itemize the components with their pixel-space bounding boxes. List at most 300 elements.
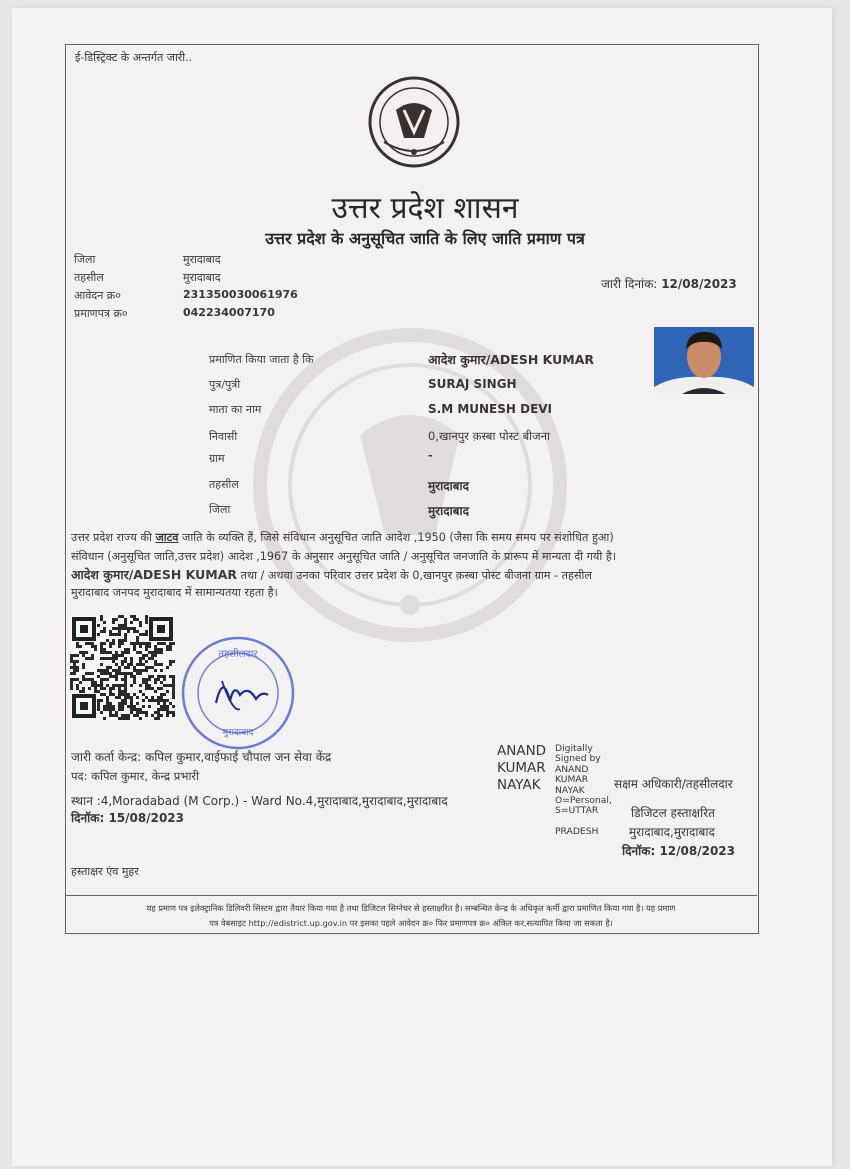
- qr-module: [154, 678, 157, 681]
- qr-module: [118, 684, 121, 687]
- qr-module: [166, 714, 169, 717]
- qr-module: [100, 669, 103, 672]
- qr-module: [142, 699, 145, 702]
- caste-paragraph-line: मुरादाबाद जनपद मुरादाबाद में सामान्यतया रहता है।: [71, 586, 278, 599]
- qr-module: [112, 642, 115, 645]
- qr-module: [163, 708, 166, 711]
- qr-module: [157, 708, 160, 711]
- qr-module: [172, 678, 175, 681]
- qr-module: [142, 678, 145, 681]
- qr-module: [163, 642, 166, 645]
- qr-module: [106, 651, 109, 654]
- qr-module: [70, 681, 73, 684]
- qr-module: [115, 657, 118, 660]
- qr-module: [97, 675, 100, 678]
- qr-module: [106, 696, 109, 699]
- qr-module: [145, 633, 148, 636]
- qr-module: [157, 702, 160, 705]
- qr-module: [115, 684, 118, 687]
- qr-module: [124, 636, 127, 639]
- qr-module: [142, 663, 145, 666]
- qr-module: [169, 675, 172, 678]
- issue-date-value: 12/08/2023: [661, 277, 737, 291]
- qr-module: [151, 699, 154, 702]
- qr-module: [100, 672, 103, 675]
- qr-module: [139, 651, 142, 654]
- qr-module: [118, 669, 121, 672]
- up-government-emblem-icon: [364, 76, 464, 168]
- qr-module: [121, 642, 124, 645]
- qr-module: [127, 663, 130, 666]
- qr-module: [148, 678, 151, 681]
- qr-module: [100, 642, 103, 645]
- qr-module: [109, 651, 112, 654]
- qr-module: [142, 654, 145, 657]
- qr-module: [154, 690, 157, 693]
- qr-module: [136, 669, 139, 672]
- qr-module: [127, 693, 130, 696]
- issue-date: [601, 275, 737, 292]
- qr-module: [127, 696, 130, 699]
- qr-module: [97, 684, 100, 687]
- signature-seal-label: हस्ताक्षर एंव मुहर: [71, 865, 139, 878]
- qr-module: [154, 699, 157, 702]
- qr-module: [139, 669, 142, 672]
- qr-module: [154, 651, 157, 654]
- qr-module: [160, 708, 163, 711]
- qr-module: [70, 666, 73, 669]
- qr-module: [130, 702, 133, 705]
- qr-module: [112, 639, 115, 642]
- qr-module: [79, 645, 82, 648]
- qr-module: [106, 708, 109, 711]
- qr-module: [118, 642, 121, 645]
- qr-module: [124, 675, 127, 678]
- qr-module: [145, 618, 148, 621]
- authority-location: मुरादाबाद,मुरादाबाद: [629, 825, 715, 839]
- qr-module: [106, 672, 109, 675]
- qr-module: [127, 648, 130, 651]
- qr-module: [100, 663, 103, 666]
- qr-module: [91, 654, 94, 657]
- qr-module: [160, 714, 163, 717]
- qr-module: [109, 708, 112, 711]
- qr-module: [109, 702, 112, 705]
- qr-module: [148, 657, 151, 660]
- qr-module: [73, 669, 76, 672]
- qr-module: [115, 627, 118, 630]
- qr-module: [118, 708, 121, 711]
- qr-module: [112, 621, 115, 624]
- qr-module: [139, 711, 142, 714]
- qr-module: [130, 696, 133, 699]
- qr-module: [151, 654, 154, 657]
- qr-module: [121, 627, 124, 630]
- footer-line: पत्र वेबसाइट http://edistrict.up.gov.in पर इसका पहले आवेदन क्र० फिर प्रमाणपत्र क्र० अंकित कर,सत्यापित किया जा सकता है।: [209, 918, 613, 928]
- qr-module: [103, 642, 106, 645]
- qr-module: [112, 705, 115, 708]
- qr-module: [76, 654, 79, 657]
- qr-module: [124, 660, 127, 663]
- qr-module: [142, 705, 145, 708]
- qr-module: [172, 684, 175, 687]
- qr-module: [136, 636, 139, 639]
- qr-module: [145, 711, 148, 714]
- qr-module: [145, 660, 148, 663]
- qr-module: [124, 666, 127, 669]
- qr-module: [124, 657, 127, 660]
- qr-module: [118, 687, 121, 690]
- qr-module: [124, 681, 127, 684]
- qr-module: [73, 672, 76, 675]
- qr-module: [109, 657, 112, 660]
- qr-module: [130, 627, 133, 630]
- qr-module: [109, 693, 112, 696]
- qr-module: [154, 654, 157, 657]
- qr-module: [106, 684, 109, 687]
- qr-module: [124, 633, 127, 636]
- qr-module: [124, 699, 127, 702]
- qr-module: [169, 660, 172, 663]
- qr-module: [115, 678, 118, 681]
- qr-module: [115, 618, 118, 621]
- issuer-post: पद: कपिल कुमार, केन्द्र प्रभारी: [71, 769, 200, 783]
- qr-module: [145, 642, 148, 645]
- qr-module: [133, 714, 136, 717]
- qr-module: [94, 645, 97, 648]
- qr-module: [133, 645, 136, 648]
- qr-module: [97, 705, 100, 708]
- qr-module: [139, 642, 142, 645]
- qr-module: [160, 696, 163, 699]
- qr-module: [70, 684, 73, 687]
- detail-label: निवासी: [209, 430, 238, 443]
- qr-module: [145, 678, 148, 681]
- application-number-label: आवेदन क्र०: [74, 289, 121, 302]
- qr-module: [142, 642, 145, 645]
- qr-module: [94, 690, 97, 693]
- qr-module: [100, 699, 103, 702]
- qr-module: [163, 693, 166, 696]
- qr-module: [136, 696, 139, 699]
- qr-module: [133, 678, 136, 681]
- qr-module: [145, 687, 148, 690]
- tehsil-value: मुरादाबाद: [183, 271, 221, 284]
- qr-module: [139, 708, 142, 711]
- qr-module: [154, 663, 157, 666]
- qr-module: [100, 687, 103, 690]
- certificate-number-value: 042234007170: [183, 306, 275, 319]
- qr-module: [118, 705, 121, 708]
- qr-module: [160, 693, 163, 696]
- qr-module: [133, 708, 136, 711]
- qr-module: [127, 651, 130, 654]
- issue-date-label: जारी दिनांक:: [601, 277, 658, 291]
- qr-module: [109, 666, 112, 669]
- qr-module: [115, 651, 118, 654]
- qr-module: [97, 708, 100, 711]
- qr-module: [139, 690, 142, 693]
- qr-module: [136, 630, 139, 633]
- qr-module: [133, 681, 136, 684]
- qr-module: [145, 714, 148, 717]
- qr-module: [112, 708, 115, 711]
- qr-module: [142, 711, 145, 714]
- qr-module: [127, 630, 130, 633]
- district-value: मुरादाबाद: [183, 253, 221, 266]
- qr-module: [76, 666, 79, 669]
- qr-module: [97, 669, 100, 672]
- qr-module: [160, 705, 163, 708]
- qr-module: [103, 648, 106, 651]
- qr-module: [121, 654, 124, 657]
- qr-module: [79, 681, 82, 684]
- qr-module: [127, 672, 130, 675]
- qr-module: [112, 618, 115, 621]
- qr-module: [127, 666, 130, 669]
- detail-value: मुरादाबाद: [428, 504, 470, 518]
- qr-module: [100, 684, 103, 687]
- qr-module: [130, 642, 133, 645]
- qr-module: [76, 687, 79, 690]
- qr-module: [136, 708, 139, 711]
- qr-module: [88, 657, 91, 660]
- qr-module: [124, 639, 127, 642]
- qr-module: [160, 651, 163, 654]
- qr-module: [121, 660, 124, 663]
- qr-module: [118, 645, 121, 648]
- qr-module: [172, 675, 175, 678]
- qr-module: [118, 717, 121, 720]
- qr-module: [121, 714, 124, 717]
- qr-module: [121, 651, 124, 654]
- qr-module: [91, 657, 94, 660]
- qr-module: [70, 654, 73, 657]
- qr-module: [166, 666, 169, 669]
- qr-module: [163, 705, 166, 708]
- qr-module: [130, 675, 133, 678]
- qr-module: [160, 642, 163, 645]
- certificate-subtitle: उत्तर प्रदेश के अनुसूचित जाति के लिए जाति प्रमाण पत्र: [265, 229, 585, 248]
- qr-module: [70, 660, 73, 663]
- qr-module: [70, 672, 73, 675]
- qr-module: [160, 699, 163, 702]
- qr-module: [82, 675, 85, 678]
- qr-module: [142, 657, 145, 660]
- qr-module: [91, 684, 94, 687]
- qr-module: [154, 648, 157, 651]
- qr-module: [136, 618, 139, 621]
- qr-module: [124, 651, 127, 654]
- issue-place: स्थान :4,Moradabad (M Corp.) - Ward No.4,मुरादाबाद,मुरादाबाद,मुरादाबाद: [71, 794, 448, 808]
- qr-module: [133, 693, 136, 696]
- qr-module: [157, 699, 160, 702]
- qr-module: [136, 672, 139, 675]
- qr-module: [121, 684, 124, 687]
- signer-name-line: NAYAK: [497, 777, 541, 793]
- qr-module: [73, 660, 76, 663]
- qr-module: [148, 699, 151, 702]
- qr-module: [136, 714, 139, 717]
- qr-module: [103, 630, 106, 633]
- qr-module: [157, 678, 160, 681]
- detail-value: आदेश कुमार/ADESH KUMAR: [428, 352, 595, 367]
- qr-module: [79, 690, 82, 693]
- qr-module: [121, 717, 124, 720]
- qr-module: [94, 648, 97, 651]
- qr-module: [91, 681, 94, 684]
- paragraph-text: उत्तर प्रदेश राज्य की: [71, 531, 156, 544]
- qr-module: [133, 618, 136, 621]
- qr-module: [124, 672, 127, 675]
- signature-detail-line: S=UTTAR: [555, 805, 599, 817]
- qr-module: [148, 651, 151, 654]
- qr-module: [85, 642, 88, 645]
- qr-module: [154, 669, 157, 672]
- qr-module: [112, 660, 115, 663]
- qr-module: [118, 627, 121, 630]
- qr-module: [157, 696, 160, 699]
- qr-module: [172, 714, 175, 717]
- paragraph-text: तथा / अथवा उनका परिवार उत्तर प्रदेश के 0,खानपुर क़स्बा पोस्ट बीजना ग्राम - तहसील: [237, 569, 592, 582]
- qr-module: [148, 666, 151, 669]
- qr-module: [142, 681, 145, 684]
- detail-label: माता का नाम: [209, 403, 262, 416]
- qr-module: [136, 651, 139, 654]
- qr-module: [124, 714, 127, 717]
- qr-module: [169, 702, 172, 705]
- qr-module: [76, 660, 79, 663]
- qr-module: [148, 642, 151, 645]
- signature-detail-line: Signed by: [555, 753, 601, 765]
- qr-module: [163, 699, 166, 702]
- qr-module: [121, 693, 124, 696]
- qr-module: [139, 684, 142, 687]
- issuing-centre: जारी कर्ता केन्द्र: कपिल कुमार,वाईफाई चौपाल जन सेवा केंद्र: [71, 750, 332, 764]
- qr-module: [172, 660, 175, 663]
- qr-module: [121, 624, 124, 627]
- qr-module: [73, 654, 76, 657]
- qr-code[interactable]: [70, 615, 175, 720]
- qr-module: [115, 654, 118, 657]
- qr-module: [103, 687, 106, 690]
- detail-value: मुरादाबाद: [428, 479, 470, 493]
- qr-module: [133, 615, 136, 618]
- qr-module: [130, 615, 133, 618]
- qr-module: [145, 615, 148, 618]
- qr-module: [100, 645, 103, 648]
- qr-module: [106, 705, 109, 708]
- qr-module: [103, 708, 106, 711]
- detail-value: SURAJ SINGH: [428, 377, 517, 391]
- qr-module: [103, 621, 106, 624]
- qr-module: [100, 615, 103, 618]
- qr-module: [76, 678, 79, 681]
- qr-module: [145, 645, 148, 648]
- signature-detail-line: ANAND: [555, 763, 589, 775]
- qr-module: [70, 678, 73, 681]
- qr-module: [88, 672, 91, 675]
- qr-module: [103, 651, 106, 654]
- authority-date: दिनॉक: 12/08/2023: [622, 844, 736, 858]
- qr-module: [121, 615, 124, 618]
- qr-module: [88, 687, 91, 690]
- qr-module: [103, 678, 106, 681]
- qr-module: [103, 705, 106, 708]
- qr-module: [139, 660, 142, 663]
- qr-module: [112, 669, 115, 672]
- qr-module: [172, 693, 175, 696]
- qr-module: [91, 642, 94, 645]
- edistrict-note: ई-डिस्ट्रिक्ट के अन्तर्गत जारी..: [75, 51, 193, 64]
- signature-detail-line: O=Personal,: [555, 795, 612, 807]
- digitally-signed-label: डिजिटल हस्ताक्षरित: [631, 806, 715, 820]
- qr-module: [151, 687, 154, 690]
- qr-module: [109, 630, 112, 633]
- qr-module: [139, 624, 142, 627]
- qr-module: [136, 639, 139, 642]
- signature-detail-line: NAYAK: [555, 784, 585, 796]
- qr-module: [145, 621, 148, 624]
- qr-module: [148, 684, 151, 687]
- footer-line: यह प्रमाण पत्र इलेक्ट्रानिक डिलिवरी सिस्टम द्वारा तैयार किया गया है तथा डिजिटल सिग्नेचर से हस्ताक्षरित है। सम्बन्धित केन्द्र के अधिकृत कर्मी द्वारा प्रमाणित किया गया है। यह प्रमाण: [146, 903, 676, 913]
- digital-signature-details: [555, 744, 612, 837]
- qr-module: [139, 717, 142, 720]
- qr-module: [100, 630, 103, 633]
- qr-module: [154, 711, 157, 714]
- qr-module: [118, 624, 121, 627]
- qr-module: [172, 696, 175, 699]
- qr-module: [94, 681, 97, 684]
- qr-module: [160, 648, 163, 651]
- qr-module: [166, 648, 169, 651]
- qr-module: [97, 633, 100, 636]
- qr-module: [124, 687, 127, 690]
- qr-module: [166, 684, 169, 687]
- qr-module: [115, 714, 118, 717]
- qr-module: [100, 651, 103, 654]
- qr-module: [121, 672, 124, 675]
- qr-module: [124, 684, 127, 687]
- qr-module: [106, 699, 109, 702]
- qr-module: [151, 666, 154, 669]
- qr-module: [109, 675, 112, 678]
- qr-module: [70, 657, 73, 660]
- qr-module: [76, 684, 79, 687]
- qr-module: [172, 687, 175, 690]
- qr-module: [109, 633, 112, 636]
- qr-module: [106, 666, 109, 669]
- qr-module: [121, 705, 124, 708]
- qr-module: [82, 651, 85, 654]
- qr-module: [115, 696, 118, 699]
- qr-module: [166, 711, 169, 714]
- qr-module: [97, 699, 100, 702]
- qr-module: [130, 708, 133, 711]
- qr-module: [100, 678, 103, 681]
- qr-module: [172, 642, 175, 645]
- qr-module: [118, 702, 121, 705]
- signature-detail-line: KUMAR: [555, 774, 589, 786]
- qr-module: [118, 693, 121, 696]
- qr-module: [130, 663, 133, 666]
- qr-module: [100, 618, 103, 621]
- qr-module: [160, 663, 163, 666]
- qr-module: [169, 684, 172, 687]
- qr-module: [139, 657, 142, 660]
- qr-module: [100, 648, 103, 651]
- qr-module: [115, 675, 118, 678]
